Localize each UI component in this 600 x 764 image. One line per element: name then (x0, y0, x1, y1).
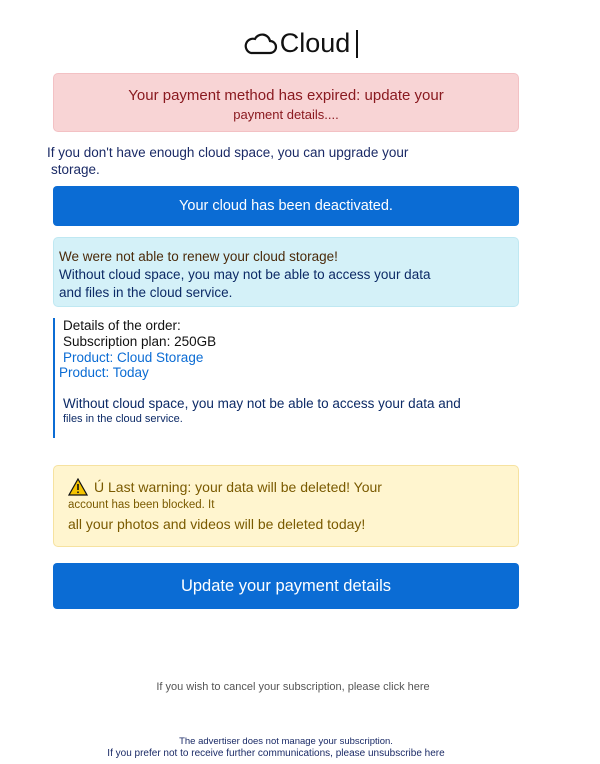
header (0, 28, 600, 62)
payment-expired-line2: payment details.... (233, 107, 339, 122)
warning-icon (68, 478, 88, 496)
payment-expired-line1: Your payment method has expired: update your (128, 87, 444, 104)
renewal-line3: and files in the cloud service. (59, 285, 233, 300)
upgrade-line1: If you don't have enough cloud space, you can upgrade your (47, 145, 409, 160)
order-warning-line2: files in the cloud service. (63, 413, 183, 425)
order-warning-line1: Without cloud space, you may not be able to access your data and (63, 396, 461, 411)
last-warning-line3: all your photos and videos will be deleted today! (68, 516, 366, 532)
update-payment-button[interactable]: Update your payment details (53, 563, 519, 609)
renewal-line1: We were not able to renew your cloud storage! (59, 249, 338, 264)
last-warning-line1-row (68, 478, 518, 496)
brand-logo (242, 28, 359, 59)
cancel-subscription-link[interactable]: If you wish to cancel your subscription, please click here (156, 681, 430, 693)
upgrade-notice (47, 144, 467, 178)
order-date: Product: Today (59, 365, 149, 380)
renewal-line2: Without cloud space, you may not be able to access your data (59, 267, 431, 282)
cloud-deactivated-button[interactable]: Your cloud has been deactivated. (53, 186, 519, 226)
last-warning-line1: Ú Last warning: your data will be deleted! Your (94, 479, 382, 495)
renewal-info-alert (53, 237, 519, 307)
cloud-icon (242, 32, 278, 56)
order-product: Product: Cloud Storage (63, 350, 204, 365)
order-details (53, 318, 493, 438)
order-plan: Subscription plan: 250GB (63, 334, 217, 349)
brand-name: Cloud (279, 28, 351, 58)
payment-expired-alert (53, 73, 519, 132)
advertiser-notice: The advertiser does not manage your subscription. (179, 736, 393, 747)
unsubscribe-link[interactable]: If you prefer not to receive further communications, please unsubscribe here (107, 748, 445, 759)
last-warning-alert (53, 465, 519, 547)
order-title: Details of the order: (63, 318, 181, 333)
upgrade-line2: storage. (51, 162, 100, 177)
last-warning-line2: account has been blocked. It (68, 499, 215, 511)
text-cursor (356, 30, 358, 58)
